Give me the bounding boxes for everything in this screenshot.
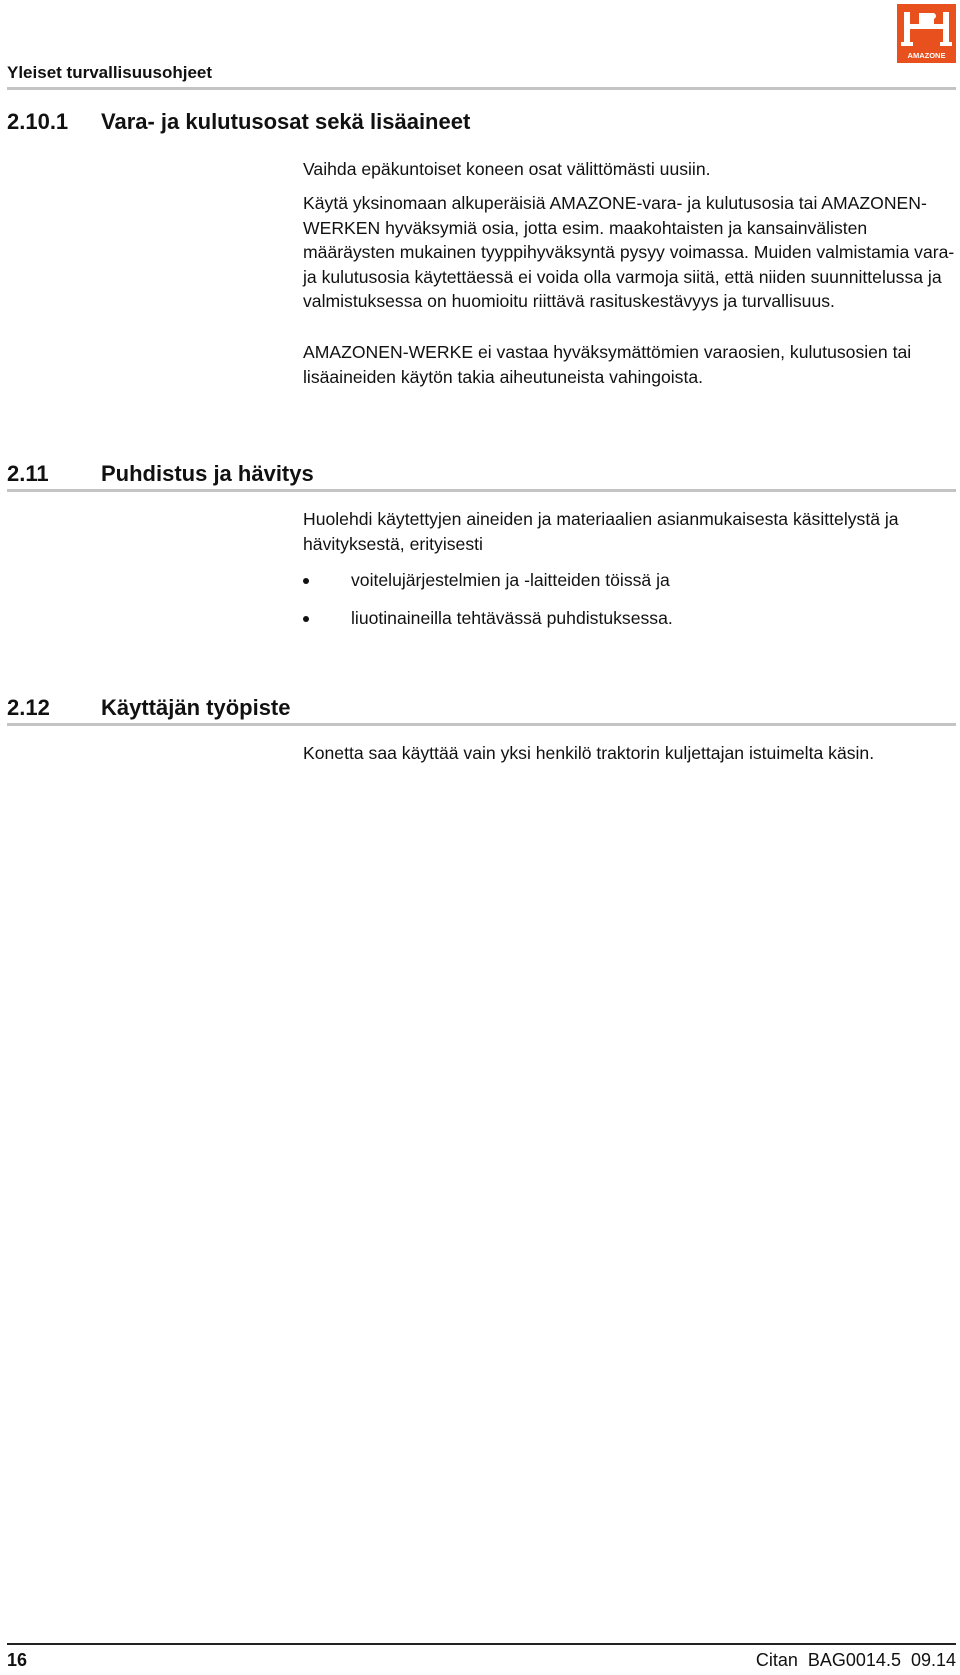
paragraph: Vaihda epäkuntoiset koneen osat välittömästi uusiin.	[303, 159, 711, 179]
section-title: Puhdistus ja hävitys	[101, 461, 314, 486]
bullet-icon	[303, 578, 309, 584]
section-number: 2.10.1	[7, 109, 69, 134]
paragraph: Huolehdi käytettyjen aineiden ja materiaalien asianmukaisesta käsittelystä ja hävityksestä, erityisesti	[303, 509, 899, 554]
logo-wordmark: AMAZONE	[907, 51, 946, 60]
section-rule	[7, 489, 956, 492]
header-rule	[7, 87, 956, 90]
paragraph: Käytä yksinomaan alkuperäisiä AMAZONE-vara- ja kulutusosia tai AMAZONEN-WERKEN hyväksymiä osia, jotta esim. maakohtaisten ja kansainvälisten määräysten mukainen tyyppihyväksyntä pysyy voimassa. Muiden valmistamia vara- ja kulutusosia käytettäessä ei voida olla varmoja siitä, että niiden suunnittelussa ja valmistuksessa on huomioitu riittävä rasituskestävyys ja turvallisuus.	[303, 193, 955, 311]
paragraph: Konetta saa käyttää vain yksi henkilö traktorin kuljettajan istuimelta käsin.	[303, 743, 875, 763]
bullet-text: liuotinaineilla tehtävässä puhdistuksessa.	[351, 608, 673, 628]
bullet-text: voitelujärjestelmien ja -laitteiden töissä ja	[351, 570, 670, 590]
section-number: 2.11	[7, 461, 49, 486]
section-title: Vara- ja kulutusosat sekä lisäaineet	[101, 109, 471, 134]
footer-rule	[7, 1643, 956, 1645]
running-header-title: Yleiset turvallisuusohjeet	[7, 63, 213, 82]
document-id: Citan BAG0014.5 09.14	[755, 1650, 956, 1670]
section-rule	[7, 723, 956, 726]
bullet-icon	[303, 616, 309, 622]
section-number: 2.12	[7, 695, 50, 720]
amazone-logo	[897, 4, 956, 63]
section-title: Käyttäjän työpiste	[101, 695, 291, 720]
page-number: 16	[7, 1650, 28, 1670]
paragraph: AMAZONEN-WERKE ei vastaa hyväksymättömien varaosien, kulutusosien tai lisäaineiden käytön takia aiheutuneista vahingoista.	[303, 342, 912, 387]
